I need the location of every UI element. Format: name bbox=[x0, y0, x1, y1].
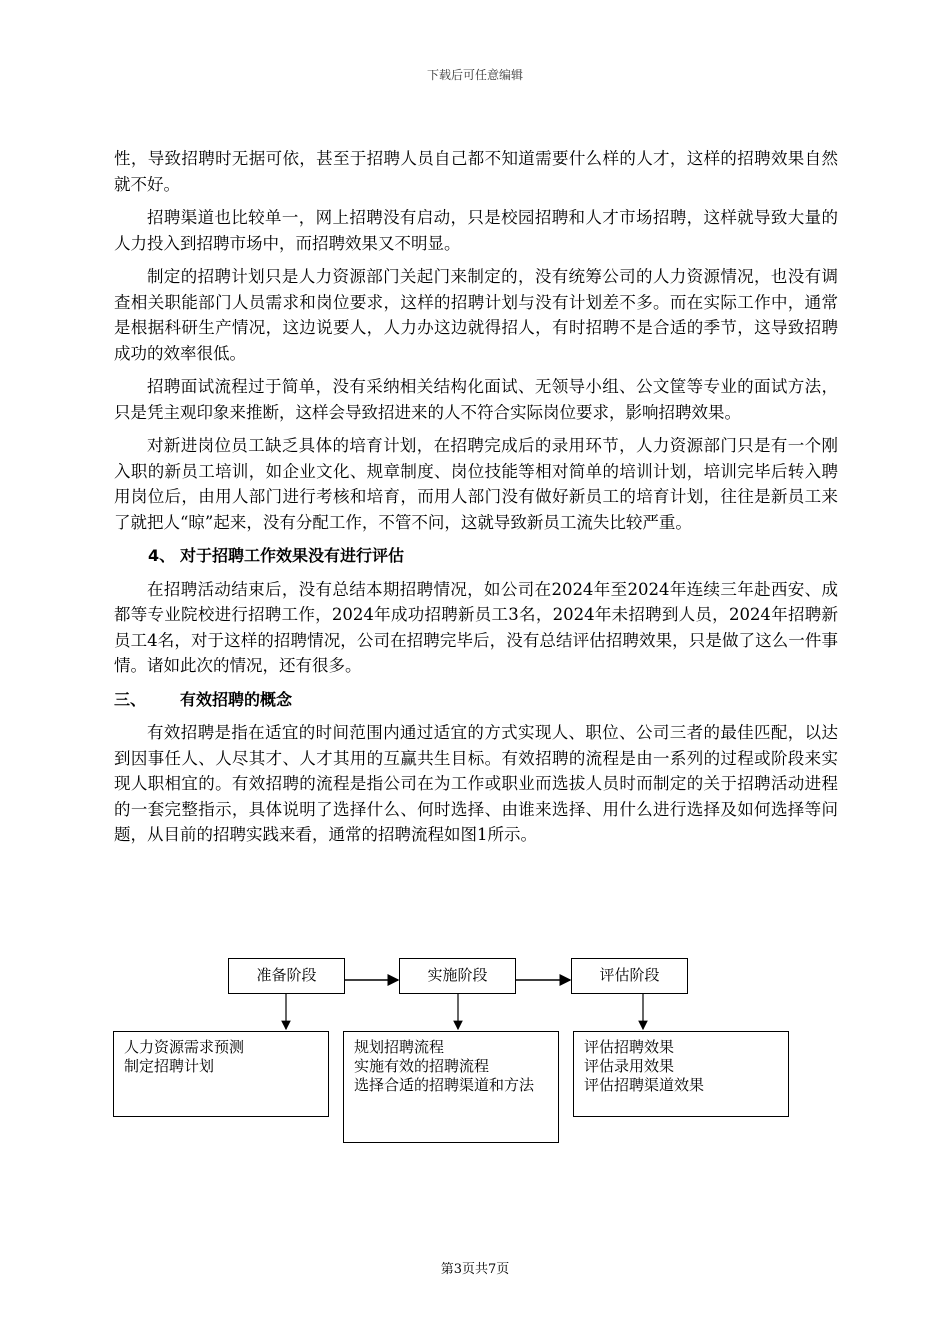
paragraph: 制定的招聘计划只是人力资源部门关起门来制定的，没有统筹公司的人力资源情况，也没有调查相关职能部门人员需求和岗位要求，这样的招聘计划与没有计划差不多。而在实际工作中，通常是根据科研生产情况，这边说要人，人力办这边就得招人，有时招聘不是合适的季节，这导致招聘成功的效率很低。 bbox=[114, 267, 838, 363]
page-header-note: 下载后可任意编辑 bbox=[426, 68, 523, 82]
stage-evaluate: 评估阶段 bbox=[571, 958, 688, 994]
recruitment-flowchart bbox=[0, 955, 950, 1155]
section-heading-3 bbox=[114, 687, 838, 713]
stage-prepare: 准备阶段 bbox=[228, 958, 345, 994]
paragraph: 招聘渠道也比较单一，网上招聘没有启动，只是校园招聘和人才市场招聘，这样就导致大量的人力投入到招聘市场中，而招聘效果又不明显。 bbox=[114, 208, 838, 253]
paragraph: 对新进岗位员工缺乏具体的培育计划，在招聘完成后的录用环节，人力资源部门只是有一个刚入职的新员工培训，如企业文化、规章制度、岗位技能等相对简单的培训计划，培训完毕后转入聘用岗位后，由用人部门进行考核和培育，而用人部门没有做好新员工的培育计划，往往是新员工来了就把人“晾”起来，没有分配工作，不管不问，这就导致新员工流失比较严重。 bbox=[114, 436, 838, 532]
stage-implement: 实施阶段 bbox=[399, 958, 516, 994]
prepare-details bbox=[113, 1031, 329, 1117]
heading-number: 三、 bbox=[114, 689, 147, 709]
paragraph: 招聘面试流程过于简单，没有采纳相关结构化面试、无领导小组、公文筐等专业的面试方法，只是凭主观印象来推断，这样会导致招进来的人不符合实际岗位要求，影响招聘效果。 bbox=[114, 377, 838, 422]
heading-number: 4、 bbox=[148, 546, 176, 565]
document-body bbox=[114, 146, 838, 856]
paragraph: 在招聘活动结束后，没有总结本期招聘情况，如公司在2024年至2024年连续三年赴西安、成都等专业院校进行招聘工作，2024年成功招聘新员工3名，2024年未招聘到人员，2024年招聘新员工4名，对于这样的招聘情况，公司在招聘完毕后，没有总结评估招聘效果，只是做了这么一件事情。诸如此次的情况，还有很多。 bbox=[114, 579, 838, 675]
list-item: 规划招聘流程 bbox=[354, 1038, 445, 1056]
list-item: 评估录用效果 bbox=[584, 1057, 675, 1075]
paragraph: 有效招聘是指在适宜的时间范围内通过适宜的方式实现人、职位、公司三者的最佳匹配，以达到因事任人、人尽其才、人才其用的互赢共生目标。有效招聘的流程是由一系列的过程或阶段来实现人职相宜的。有效招聘的流程是指公司在为工作或职业而选拔人员时而制定的关于招聘活动进程的一套完整指示，具体说明了选择什么、何时选择、由谁来选择、用什么进行选择及如何选择等问题，从目前的招聘实践来看，通常的招聘流程如图1所示。 bbox=[114, 723, 838, 844]
paragraph: 性，导致招聘时无据可依，甚至于招聘人员自己都不知道需要什么样的人才，这样的招聘效果自然就不好。 bbox=[114, 149, 838, 194]
list-item: 选择合适的招聘渠道和方法 bbox=[354, 1076, 535, 1094]
evaluate-details bbox=[573, 1031, 789, 1117]
list-item: 评估招聘效果 bbox=[584, 1038, 675, 1056]
implement-details bbox=[343, 1031, 559, 1143]
list-item: 人力资源需求预测 bbox=[124, 1038, 245, 1056]
page-number: 第3页共7页 bbox=[440, 1262, 510, 1277]
list-item: 制定招聘计划 bbox=[124, 1057, 215, 1075]
section-heading-4 bbox=[114, 543, 838, 569]
heading-text: 对于招聘工作效果没有进行评估 bbox=[180, 546, 405, 565]
list-item: 实施有效的招聘流程 bbox=[354, 1057, 490, 1075]
heading-text: 有效招聘的概念 bbox=[180, 689, 293, 709]
list-item: 评估招聘渠道效果 bbox=[584, 1076, 705, 1094]
